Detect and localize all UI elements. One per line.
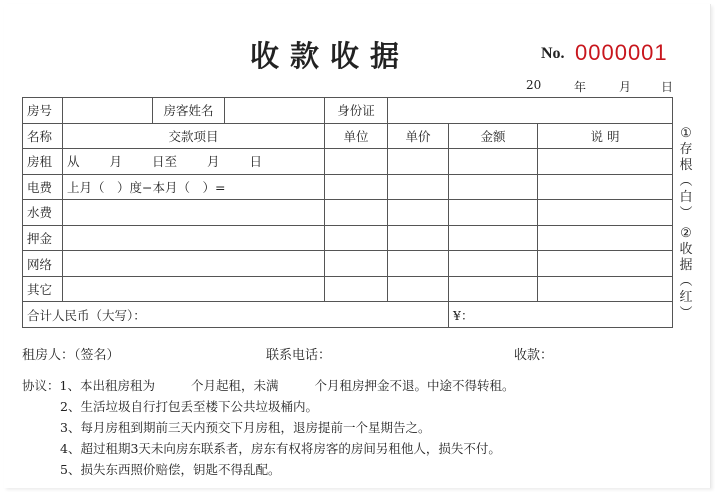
deposit-item[interactable] [63,225,325,251]
total-row [23,302,673,328]
rent-from: 从 [67,154,80,170]
contact-phone[interactable]: 联系电话： [266,348,332,363]
side-receipt-char: 收 [679,242,693,257]
water-note[interactable] [538,200,673,226]
receipt-table [22,97,673,328]
electricity-note[interactable] [538,174,673,200]
agreement-item2: 2、生活垃圾自行打包丢至楼下公共垃圾桶内。 [60,399,318,414]
header-item: 交款项目 [63,123,325,149]
water-label: 水费 [23,200,63,226]
side-label-receipt [677,226,695,322]
network-item[interactable] [63,251,325,277]
deposit-unit-price[interactable] [388,225,449,251]
agreement-item4: 4、超过租期3天未向房东联系者，房东有权将房客的房间另租他人，损失不付。 [60,441,501,456]
network-unit-price[interactable] [388,251,449,277]
electricity-amount[interactable] [449,174,538,200]
deposit-amount[interactable] [449,225,538,251]
side-stub-char: 根 [679,158,693,173]
other-row [23,276,673,302]
electricity-row [23,174,673,200]
date-year: 年 [574,80,587,94]
id-card-field[interactable] [388,98,673,124]
tenant-name-field[interactable] [225,98,325,124]
header-amount: 金额 [449,123,538,149]
electricity-label: 电费 [23,174,63,200]
side-stub-char: 白 [679,190,693,205]
header-note: 说 明 [538,123,673,149]
side-receipt-char: 据 [679,258,693,273]
side-receipt-char: ︵ [679,274,693,289]
water-row [23,200,673,226]
date-day: 日 [661,80,674,94]
electricity-last-month: 上月（ ）度 [67,179,143,195]
deposit-label: 押金 [23,225,63,251]
id-card-label: 身份证 [325,98,388,124]
network-amount[interactable] [449,251,538,277]
electricity-this-month: 本月（ ）= [152,179,226,195]
agreement-item1-a: 1、本出租房租为 [59,378,155,393]
other-item[interactable] [63,276,325,302]
date-month: 月 [619,80,632,94]
rent-month2: 月 [207,154,220,170]
deposit-row [23,225,673,251]
rent-month1: 月 [109,154,123,170]
header-row [23,123,673,149]
electricity-unit-price[interactable] [388,174,449,200]
network-note[interactable] [538,251,673,277]
rent-day2: 日 [249,154,263,170]
date-year-prefix: 20 [526,78,542,92]
side-receipt-char: 红 [679,290,693,305]
network-row [23,251,673,277]
side-stub-char: 存 [679,142,693,157]
agreement-prefix: 协议： [22,378,60,393]
agreement [22,375,515,480]
side-receipt-char: ② [680,226,692,241]
water-amount[interactable] [449,200,538,226]
network-unit[interactable] [325,251,388,277]
room-no-field[interactable] [63,98,153,124]
rent-day-to: 日至 [152,154,178,170]
tenant-name-label: 房客姓名 [153,98,225,124]
side-label-stub [677,126,695,222]
tenant-signature[interactable]: 租房人：（签名） [22,348,120,363]
header-unit: 单位 [325,123,388,149]
rent-item[interactable] [63,149,325,175]
rent-row [23,149,673,175]
other-unit[interactable] [325,276,388,302]
receipt-number: 0000001 [575,40,668,65]
electricity-unit[interactable] [325,174,388,200]
other-label: 其它 [23,276,63,302]
payee[interactable]: 收款： [514,348,554,363]
receipt-title: 收款收据 [250,39,411,73]
water-unit-price[interactable] [388,200,449,226]
header-name: 名称 [23,123,63,149]
network-label: 网络 [23,251,63,277]
agreement-item5: 5、损失东西照价赔偿，钥匙不得乱配。 [60,462,281,477]
water-item[interactable] [63,200,325,226]
rent-amount[interactable] [449,149,538,175]
water-unit[interactable] [325,200,388,226]
other-note[interactable] [538,276,673,302]
side-stub-char: ① [680,126,692,141]
agreement-item1-c: 个月租房押金不退。中途不得转租。 [314,378,515,393]
total-yen[interactable]: ¥： [449,302,673,328]
side-receipt-char: ︶ [679,306,693,321]
header-unit-price: 单价 [388,123,449,149]
side-stub-char: ︵ [679,174,693,189]
rent-label: 房租 [23,149,63,175]
rent-unit[interactable] [325,149,388,175]
rent-note[interactable] [538,149,673,175]
deposit-note[interactable] [538,225,673,251]
other-amount[interactable] [449,276,538,302]
agreement-item3: 3、每月房租到期前三天内预交下月房租，退房提前一个星期告之。 [60,420,431,435]
electricity-item[interactable] [63,174,325,200]
agreement-item1-b: 个月起租，未满 [190,378,279,393]
receipt-number-label: No. [541,45,565,62]
other-unit-price[interactable] [388,276,449,302]
total-label: 合计人民币（大写）： [23,302,449,328]
rent-unit-price[interactable] [388,149,449,175]
deposit-unit[interactable] [325,225,388,251]
side-stub-char: ︶ [679,206,693,221]
room-no-label: 房号 [23,98,63,124]
electricity-dash: − [142,179,153,195]
info-row [23,98,673,124]
